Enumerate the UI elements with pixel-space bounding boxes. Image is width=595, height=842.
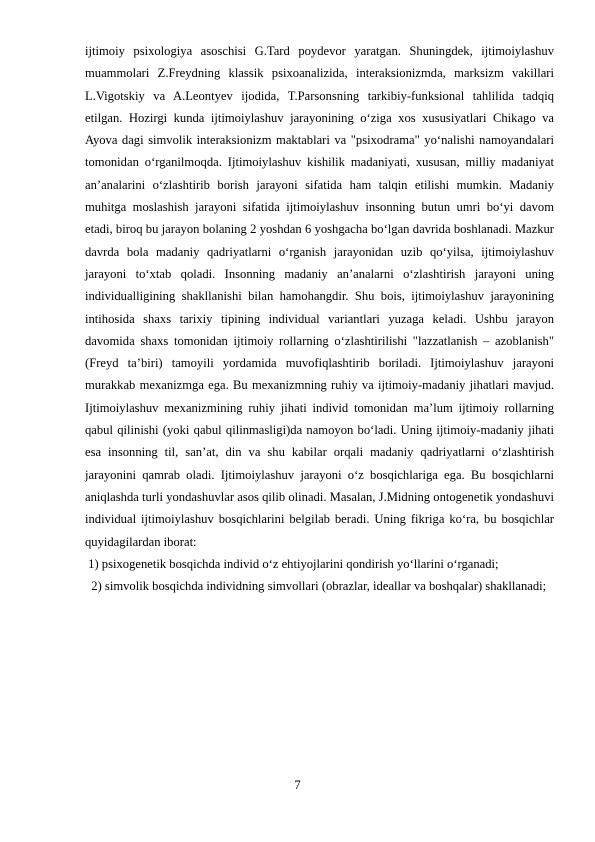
page-number: 7 (294, 778, 301, 792)
body-text (85, 40, 554, 597)
main-paragraph: ijtimoiy psixologiya asoschisi G.Tard poydevor yaratgan. Shuningdek, ijtimoiylashuv muammolari Z.Freydning klassik psixoanalizida, interaksionizmda, marksizm vakillari L.Vigotskiy va A.Leontyev ijodida, T.Parsonsning tarkibiy-funksional tahlilida tadqiq etilgan. Hozirgi kunda ijtimoiylashuv jarayonining o‘ziga xos xususiyatlari Chikago va Ayova dagi simvolik interaksionizm maktablari va "psixodrama" yo‘nalishi namoyandalari tomonidan o‘rganilmoqda. Ijtimoiylashuv kishilik madaniyati, xususan, milliy madaniyat an’analarini o‘zlashtirib borish jarayoni sifatida ham talqin etilishi mumkin. Madaniy muhitga moslashish jarayoni sifatida ijtimoiylashuv insonning butun umri bo‘yi davom etadi, biroq bu jarayon bolaning 2 yoshdan 6 yoshgacha bo‘lgan davrida boshlanadi. Mazkur davrda bola madaniy qadriyatlarni o‘rganish jarayonidan uzib qo‘yilsa, ijtimoiylashuv jarayoni to‘xtab qoladi. Insonning madaniy an’analarni o‘zlashtirish jarayoni uning individualligining shakllanishi bilan hamohangdir. Shu bois, ijtimoiylashuv jarayonining intihosida shaxs tarixiy tipining individual variantlari yuzaga keladi. Ushbu jarayon davomida shaxs tomonidan ijtimoiy rollarning o‘zlashtirilishi "lazzatlanish – azoblanish" (Freyd ta’biri) tamoyili yordamida muvofiqlashtirib boriladi. Ijtimoiylashuv jarayoni murakkab mexanizmga ega. Bu mexanizmning ruhiy va ijtimoiy-madaniy jihatlari mavjud. Ijtimoiylashuv mexanizmining ruhiy jihati individ tomonidan ma’lum ijtimoiy rollarning qabul qilinishi (yoki qabul qilinmasligi)da namoyon bo‘ladi. Uning ijtimoiy-madaniy jihati esa insonning til, san’at, din va shu kabilar orqali madaniy qadriyatlarni o‘zlashtirish jarayonini qamrab oladi. Ijtimoiylashuv jarayoni o‘z bosqichlariga ega. Bu bosqichlarni aniqlashda turli yondashuvlar asos qilib olinadi. Masalan, J.Midning ontogenetik yondashuvi individual ijtimoiylashuv bosqichlarini belgilab beradi. Uning fikriga ko‘ra, bu bosqichlar quyidagilardan iborat: (85, 44, 554, 549)
list-item-1: 1) psixogenetik bosqichda individ o‘z ehtiyojlarini qondirish yo‘llarini o‘rganadi; (85, 556, 499, 571)
list-item-2: 2) simvolik bosqichda individning simvollari (obrazlar, ideallar va boshqalar) shakllanadi; (85, 579, 547, 594)
